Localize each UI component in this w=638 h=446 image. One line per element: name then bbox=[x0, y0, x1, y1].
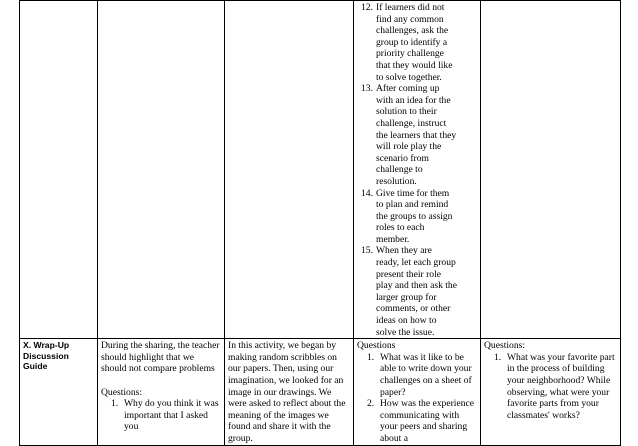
questions-cell bbox=[354, 339, 481, 445]
empty-cell bbox=[98, 1, 225, 339]
step-text: Give time for them to plan and remind the groups to assign roles to each member. bbox=[376, 187, 453, 245]
table-row bbox=[20, 339, 621, 445]
section-label: X. Wrap-Up Discussion Guide bbox=[23, 340, 70, 372]
teacher-note-cell bbox=[98, 339, 225, 445]
step-text: When they are ready, let each group present their role play and then ask the larger group for comments, or other ideas on how to solve the issue. bbox=[376, 245, 457, 338]
questions-cell bbox=[481, 339, 621, 445]
lesson-plan-table bbox=[19, 0, 621, 446]
list-item bbox=[111, 398, 221, 433]
question-number: 1. bbox=[494, 351, 502, 363]
question-text: What was it like to be able to write down your challenges on a sheet of paper? bbox=[380, 351, 472, 398]
question-number: 2. bbox=[367, 398, 375, 410]
teacher-questions-list bbox=[101, 398, 221, 433]
empty-cell bbox=[225, 1, 354, 339]
step-number: 15. bbox=[361, 245, 373, 257]
questions-label: Questions bbox=[357, 340, 396, 352]
list-item bbox=[357, 83, 477, 187]
question-text: Why do you think it was important that I asked you bbox=[124, 398, 219, 433]
activity-text: In this activity, we began by making random scribbles on our papers. Then, using our imagination, we looked for an image in our drawings. We were asked to reflect about the meaning of the images we found and share it with the group. bbox=[228, 340, 346, 444]
step-text: After coming up with an idea for the solution to their challenge, instruct the learners that they will role play the scenario from challenge to resolution. bbox=[376, 83, 457, 187]
step-text: If learners did not find any common challenges, ask the group to identify a priority challenge that they would like to solve together. bbox=[376, 2, 453, 83]
step-number: 12. bbox=[361, 2, 373, 13]
question-text: What was your favorite part in the process of building your neighborhood? While observing, what were your favorite parts from your classmates' works? bbox=[507, 351, 615, 421]
step-number: 14. bbox=[361, 187, 373, 199]
table-row bbox=[20, 1, 621, 339]
questions-label: Questions: bbox=[484, 340, 526, 352]
activity-cell bbox=[225, 339, 354, 445]
questions-list bbox=[484, 352, 617, 422]
question-text: How was the experience communicating with your peers and sharing about a bbox=[380, 398, 475, 444]
questions-list bbox=[357, 352, 477, 445]
step-number: 13. bbox=[361, 83, 373, 95]
empty-cell bbox=[20, 1, 98, 339]
list-item bbox=[357, 188, 477, 246]
list-item bbox=[367, 398, 477, 444]
list-item bbox=[357, 2, 477, 83]
list-item bbox=[357, 245, 477, 338]
procedure-cell bbox=[354, 1, 481, 339]
list-item bbox=[494, 352, 617, 422]
question-number: 1. bbox=[111, 398, 119, 410]
empty-cell bbox=[481, 1, 621, 339]
section-label-cell bbox=[20, 339, 98, 445]
questions-label: Questions: bbox=[101, 386, 143, 398]
teacher-note: During the sharing, the teacher should highlight that we should not compare problems bbox=[101, 340, 220, 375]
question-number: 1. bbox=[367, 351, 375, 363]
procedure-steps-list bbox=[357, 2, 477, 338]
list-item bbox=[367, 352, 477, 398]
